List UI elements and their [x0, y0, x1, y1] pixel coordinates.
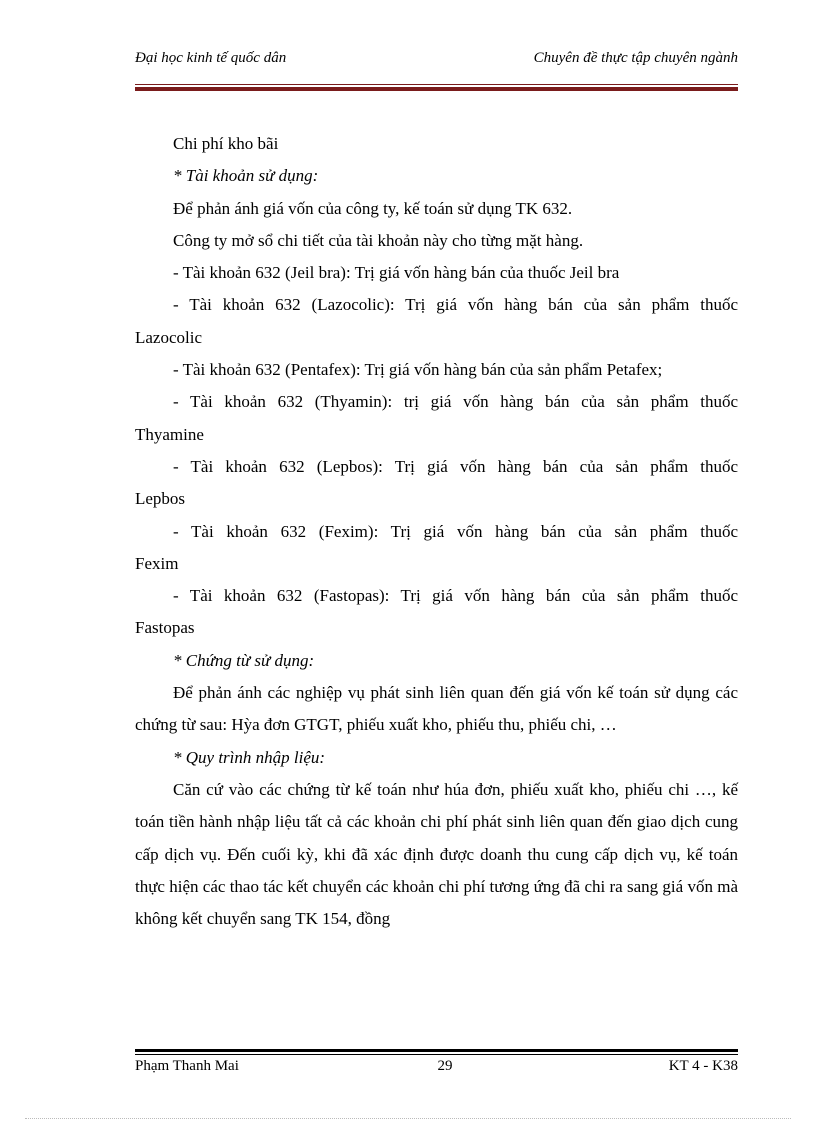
- section-heading-accounts: * Tài khoản sử dụng:: [173, 166, 319, 186]
- body-paragraph: Để phản ánh các nghiệp vụ phát sinh liên quan đến giá vốn kế toán sử dụng các chứng từ sau: Hỳa đơn GTGT, phiếu xuất kho, phiếu thu, phiếu chi, …: [135, 683, 738, 735]
- body-paragraph: Căn cứ vào các chứng từ kế toán như húa đơn, phiếu xuất kho, phiếu chi …, kế toán tiền hành nhập liệu tất cả các khoản chi phí phát sinh liên quan đến giao dịch cung cấp dịch vụ. Đến cuối kỳ, khi đã xác định được doanh thu cung cấp dịch vụ, kế toán thực hiện các thao tác kết chuyển các khoản chi phí tương ứng đã chi ra sang giá vốn mà không kết chuyển sang TK 154, đồng: [135, 779, 738, 929]
- account-list-item-continuation: Lazocolic: [135, 327, 203, 347]
- account-list-item: - Tài khoản 632 (Thyamin): trị giá vốn hàng bán của sản phẩm thuốc: [173, 392, 738, 412]
- header-divider-thick: [135, 87, 738, 91]
- header-report-title: Chuyên đề thực tập chuyên ngành: [533, 50, 738, 66]
- body-paragraph: Công ty mở sổ chi tiết của tài khoản này cho từng mặt hàng.: [173, 230, 584, 250]
- document-body: [135, 128, 738, 935]
- footer-author: Phạm Thanh Mai: [135, 1058, 239, 1074]
- page-edge-dotted-line: [25, 1118, 791, 1119]
- header-divider-thin: [135, 84, 738, 85]
- section-heading-data-entry: * Quy trình nhập liệu:: [173, 747, 326, 767]
- account-list-item-continuation: Fastopas: [135, 618, 195, 638]
- footer-divider-thin: [135, 1054, 738, 1055]
- body-paragraph: Để phản ánh giá vốn của công ty, kế toán sử dụng TK 632.: [173, 198, 573, 218]
- section-heading-documents: * Chứng từ sử dụng:: [173, 650, 315, 670]
- footer-class-code: KT 4 - K38: [668, 1058, 738, 1074]
- account-list-item-continuation: Thyamine: [135, 424, 204, 444]
- account-list-item: - Tài khoản 632 (Lepbos): Trị giá vốn hàng bán của sản phẩm thuốc: [173, 456, 738, 476]
- account-list-item: - Tài khoản 632 (Pentafex): Trị giá vốn hàng bán của sản phẩm Petafex;: [173, 360, 663, 380]
- body-line: Chi phí kho bãi: [173, 134, 279, 153]
- account-list-item: - Tài khoản 632 (Jeil bra): Trị giá vốn hàng bán của thuốc Jeil bra: [173, 263, 620, 283]
- footer-divider-thick: [135, 1049, 738, 1052]
- account-list-item-continuation: Fexim: [135, 553, 179, 573]
- account-list-item: - Tài khoản 632 (Lazocolic): Trị giá vốn hàng bán của sản phẩm thuốc: [173, 295, 738, 315]
- header-university: Đại học kinh tế quốc dân: [135, 50, 287, 66]
- account-list-item-continuation: Lepbos: [135, 489, 186, 509]
- account-list-item: - Tài khoản 632 (Fastopas): Trị giá vốn hàng bán của sản phẩm thuốc: [173, 586, 738, 606]
- footer-page-number: 29: [437, 1058, 453, 1074]
- account-list-item: - Tài khoản 632 (Fexim): Trị giá vốn hàng bán của sản phẩm thuốc: [173, 521, 738, 541]
